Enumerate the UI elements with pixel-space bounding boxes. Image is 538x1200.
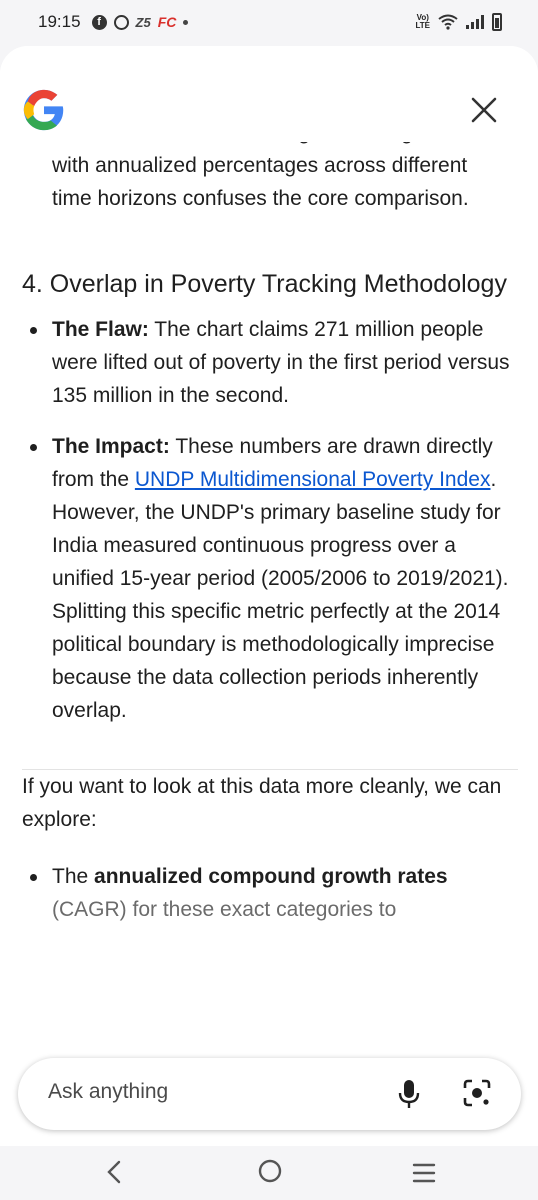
status-time: 19:15 xyxy=(38,12,81,31)
explore-list xyxy=(22,860,518,926)
paragraph-line: with annualized percentages across different xyxy=(52,154,468,177)
microphone-icon[interactable] xyxy=(397,1078,421,1110)
system-nav-bar xyxy=(0,1146,538,1200)
list-item xyxy=(22,430,518,727)
undp-mpi-link[interactable]: UNDP Multidimensional Poverty Index xyxy=(134,468,491,491)
ask-composer xyxy=(18,1058,521,1130)
google-logo-icon xyxy=(22,88,66,132)
volte-icon: Vo) LTE xyxy=(415,13,430,30)
signal-icon xyxy=(466,15,484,29)
bullet-text: . However, the UNDP's primary baseline study for India measured continuous progress over a unified 15-year period (2005/2006 to 2019/2021). Splitting this specific metric perfectly at the 2014 political boundary is methodologically imprecise because the data collection periods inherently overlap. xyxy=(52,468,509,722)
list-item xyxy=(22,860,518,926)
fc-icon: FC xyxy=(157,14,177,30)
facebook-icon: f xyxy=(92,15,107,30)
bullet-text: These numbers are drawn directly from the xyxy=(52,435,493,491)
notification-dot-icon xyxy=(183,20,188,25)
close-icon[interactable] xyxy=(470,96,498,124)
status-bar-left xyxy=(38,12,188,32)
bullet-label: The Impact: xyxy=(52,435,170,458)
section-heading: 4. Overlap in Poverty Tracking Methodology xyxy=(22,270,507,298)
battery-icon xyxy=(492,13,502,31)
home-icon[interactable] xyxy=(258,1159,282,1183)
lens-icon[interactable] xyxy=(462,1078,492,1108)
outro-text: If you want to look at this data more cleanly, we can explore: xyxy=(22,775,502,831)
explore-rest: (CAGR) for these exact categories to xyxy=(52,898,397,921)
status-bar xyxy=(0,0,538,44)
bullet-label: The Flaw: xyxy=(52,318,149,341)
bullet-list xyxy=(22,313,518,727)
explore-bold: annualized compound growth rates xyxy=(94,865,448,888)
whatsapp-icon xyxy=(114,15,129,30)
list-item xyxy=(22,313,518,412)
paragraph-line: time horizons confuses the core comparison. xyxy=(52,187,469,210)
response-card xyxy=(0,46,538,1146)
back-icon[interactable] xyxy=(104,1160,124,1184)
wifi-icon xyxy=(438,14,458,30)
status-bar-right xyxy=(415,13,502,31)
bullet-text: The chart claims 271 million people were lifted out of poverty in the first period versus 135 million in the second. xyxy=(52,318,510,407)
response-content xyxy=(22,116,518,944)
explore-prefix: The xyxy=(52,865,95,888)
card-header xyxy=(0,46,538,142)
ask-input[interactable] xyxy=(48,1080,368,1104)
z5-icon: Z5 xyxy=(135,14,151,30)
recents-icon[interactable] xyxy=(412,1162,436,1184)
